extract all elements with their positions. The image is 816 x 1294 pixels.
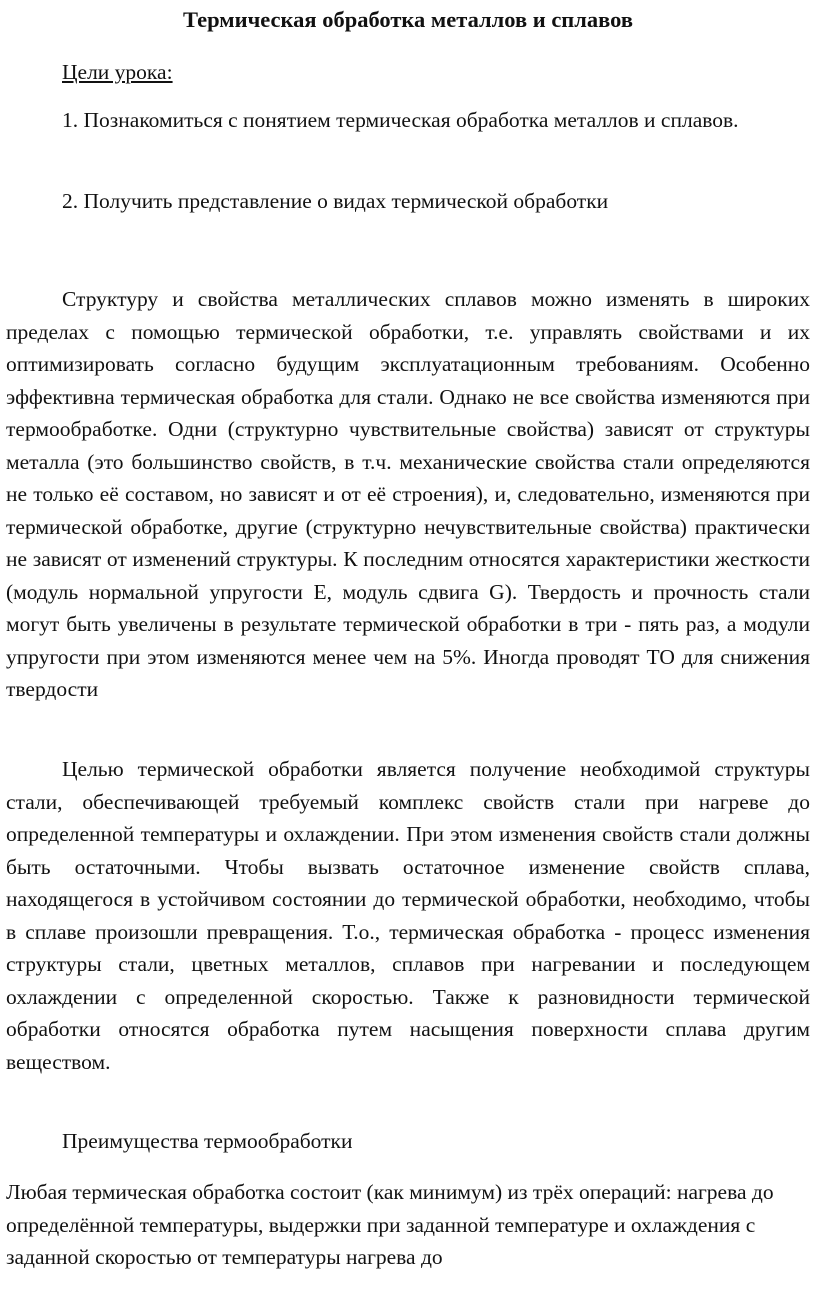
document-title: Термическая обработка металлов и сплавов [183,7,633,32]
goal-item-2: 2. Получить представление о видах термической обработки [62,189,609,213]
body-paragraph-structure: Структуру и свойства металлических сплавов можно изменять в широких пределах с помощью термической обработки, т.е. управлять свойствами и их оптимизировать согласно будущим эксплуатационным требованиям. Особенно эффективна термическая обработка для стали. Однако не все свойства изменяются при термообработке. Одни (структурно чувствительные свойства) зависят от структуры металла (это большинство свойств, в т.ч. механические свойства стали определяются не только её составом, но зависят и от её строения), и, следовательно, изменяются при термической обработке, другие (структурно нечувствительные свойства) практически не зависят от изменений структуры. К последним относятся характеристики жесткости (модуль нормальной упругости Е, модуль сдвига G). Твердость и прочность стали могут быть увеличены в результате термической обработки в три - пять раз, а модули упругости при этом изменяются менее чем на 5%. Иногда проводят ТО для снижения твердости [6,287,810,701]
operations-paragraph: Любая термическая обработка состоит (как минимум) из трёх операций: нагрева до определённой температуры, выдержки при заданной температуре и охлаждения с заданной скоростью от температуры нагрева до [6,1180,774,1269]
body-paragraph-purpose: Целью термической обработки является получение необходимой структуры стали, обеспечивающей требуемый комплекс свойств стали при нагреве до определенной температуры и охлаждении. При этом изменения свойств стали должны быть остаточными. Чтобы вызвать остаточное изменение свойств сплава, находящегося в устойчивом состоянии до термической обработки, необходимо, чтобы в сплаве произошли превращения. Т.о., термическая обработка - процесс изменения структуры стали, цветных металлов, сплавов при нагревании и последующем охлаждении с определенной скоростью. Также к разновидности термической обработки относятся обработка путем насыщения поверхности сплава другим веществом. [6,757,810,1074]
goal-item-1: 1. Познакомиться с понятием термическая обработка металлов и сплавов. [62,108,739,132]
advantages-heading: Преимущества термообработки [62,1129,353,1153]
goals-label: Цели урока: [62,60,173,84]
